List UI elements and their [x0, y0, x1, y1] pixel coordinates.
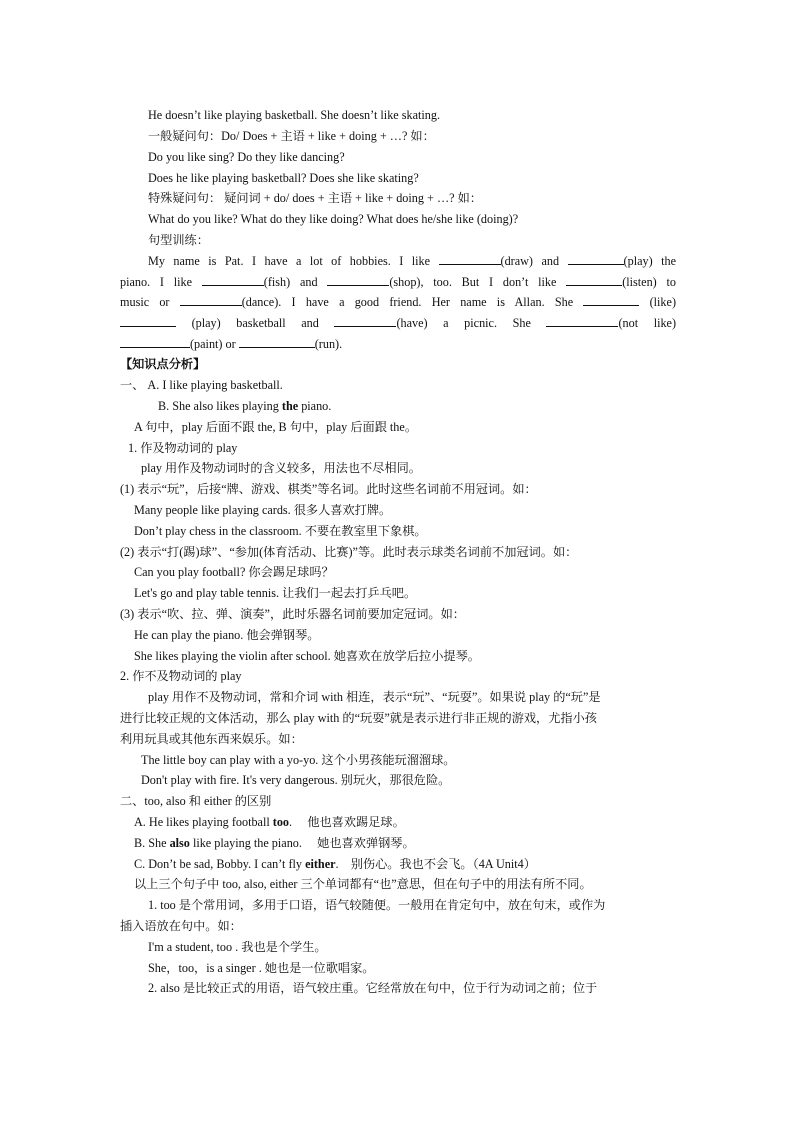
- text-line: What do you like? What do they like doing? What does he/she like (doing)?: [148, 212, 519, 226]
- blank-dance[interactable]: [180, 294, 242, 306]
- text-line: 1. too 是个常用词，多用于口语，语气较随便。一般用在肯定句中，放在句末，或作为: [148, 898, 606, 912]
- text-line: Let's go and play table tennis. 让我们一起去打乒乓吧。: [134, 586, 417, 600]
- text-line: 2. 作不及物动词的 play: [120, 669, 242, 683]
- text-line: 进行比较正规的文体活动，那么 play with 的“玩耍”就是表示进行非正规的游戏，尤指小孩: [120, 711, 597, 725]
- blank-play-1[interactable]: [568, 253, 624, 265]
- text-line: play 用作不及物动词，常和介词 with 相连，表示“玩”、“玩耍”。如果说 play 的“玩”是: [148, 690, 601, 704]
- text-line: play 用作及物动词时的含义较多，用法也不尽相同。: [141, 461, 421, 475]
- blank-run[interactable]: [239, 336, 315, 348]
- text-line: Can you play football? 你会踢足球吗？: [134, 565, 334, 579]
- text-line: 1. 作及物动词的 play: [128, 441, 238, 455]
- blank-have[interactable]: [334, 315, 396, 327]
- text-line: She，too，is a singer . 她也是一位歌唱家。: [148, 961, 375, 975]
- blank-play-2[interactable]: [120, 315, 176, 327]
- blank-shop[interactable]: [327, 274, 389, 286]
- blank-draw[interactable]: [439, 253, 501, 265]
- exercise-line: My name is Pat. I have a lot of hobbies. I like (draw) and (play) the: [148, 254, 677, 268]
- text-line: (1) 表示“玩”，后接“牌、游戏、棋类”等名词。此时这些名词前不用冠词。如：: [120, 482, 537, 496]
- blank-fish[interactable]: [202, 274, 264, 286]
- text-line: Don't play with fire. It's very dangerous. 别玩火，那很危险。: [141, 773, 451, 787]
- text-line: 一、 A. I like playing basketball.: [120, 378, 283, 392]
- text-line: B. She also likes playing the piano.: [158, 399, 332, 413]
- text-line: 2. also 是比较正式的用语，语气较庄重。它经常放在句中，位于行为动词之前；位于: [148, 981, 598, 995]
- text-line: 利用玩具或其他东西来娱乐。如：: [120, 732, 303, 746]
- section-heading: 二、too, also 和 either 的区别: [120, 794, 272, 808]
- text-line: 以上三个句子中 too, also, either 三个单词都有“也”意思，但在句子中的用法有所不同。: [134, 877, 592, 891]
- text-line: A. He likes playing football too. 他也喜欢踢足球。: [134, 815, 405, 829]
- blank-like[interactable]: [583, 294, 639, 306]
- text-line: He doesn’t like playing basketball. She doesn’t like skating.: [148, 108, 440, 122]
- text-line: (3) 表示“吹、拉、弹、演奏”，此时乐器名词前要加定冠词。如：: [120, 607, 465, 621]
- text-line: 一般疑问句：Do/ Does + 主语 + like + doing + …? 如：: [148, 129, 435, 143]
- text-line: She likes playing the violin after school. 她喜欢在放学后拉小提琴。: [134, 649, 480, 663]
- knowledge-heading: 【知识点分析】: [120, 357, 206, 371]
- text-line: A 句中，play 后面不跟 the, B 句中，play 后面跟 the。: [134, 420, 418, 434]
- text-line: B. She also like playing the piano. 她也喜欢弹钢琴。: [134, 836, 415, 850]
- text-line: He can play the piano. 他会弹钢琴。: [134, 628, 320, 642]
- text-line: (2) 表示“打(踢)球”、“参加(体育活动、比赛)”等。此时表示球类名词前不加冠词。如：: [120, 545, 578, 559]
- exercise-line: piano. I like (fish) and (shop), too. But I don’t like (listen) to: [120, 275, 676, 289]
- text-line: C. Don’t be sad, Bobby. I can’t fly either. 别伤心。我也不会飞。（4A Unit4）: [134, 857, 536, 871]
- text-line: Don’t play chess in the classroom. 不要在教室里下象棋。: [134, 524, 427, 538]
- text-line: Do you like sing? Do they like dancing?: [148, 150, 345, 164]
- exercise-line: (play) basketball and (have) a picnic. She (not like): [120, 315, 676, 331]
- blank-listen[interactable]: [566, 274, 622, 286]
- section-heading: 句型训练：: [148, 233, 209, 247]
- text-line: Many people like playing cards. 很多人喜欢打牌。: [134, 503, 392, 517]
- text-line: I'm a student, too . 我也是个学生。: [148, 940, 327, 954]
- exercise-line: (paint) or (run).: [120, 336, 342, 352]
- text-line: The little boy can play with a yo-yo. 这个小男孩能玩溜溜球。: [141, 753, 456, 767]
- text-line: 插入语放在句中。如：: [120, 919, 242, 933]
- text-line: Does he like playing basketball? Does she like skating?: [148, 171, 419, 185]
- blank-not-like[interactable]: [546, 315, 618, 327]
- text-line: 特殊疑问句： 疑问词 + do/ does + 主语 + like + doing + …? 如：: [148, 191, 482, 205]
- blank-paint[interactable]: [120, 336, 190, 348]
- exercise-line: music or (dance). I have a good friend. Her name is Allan. She (like): [120, 295, 676, 309]
